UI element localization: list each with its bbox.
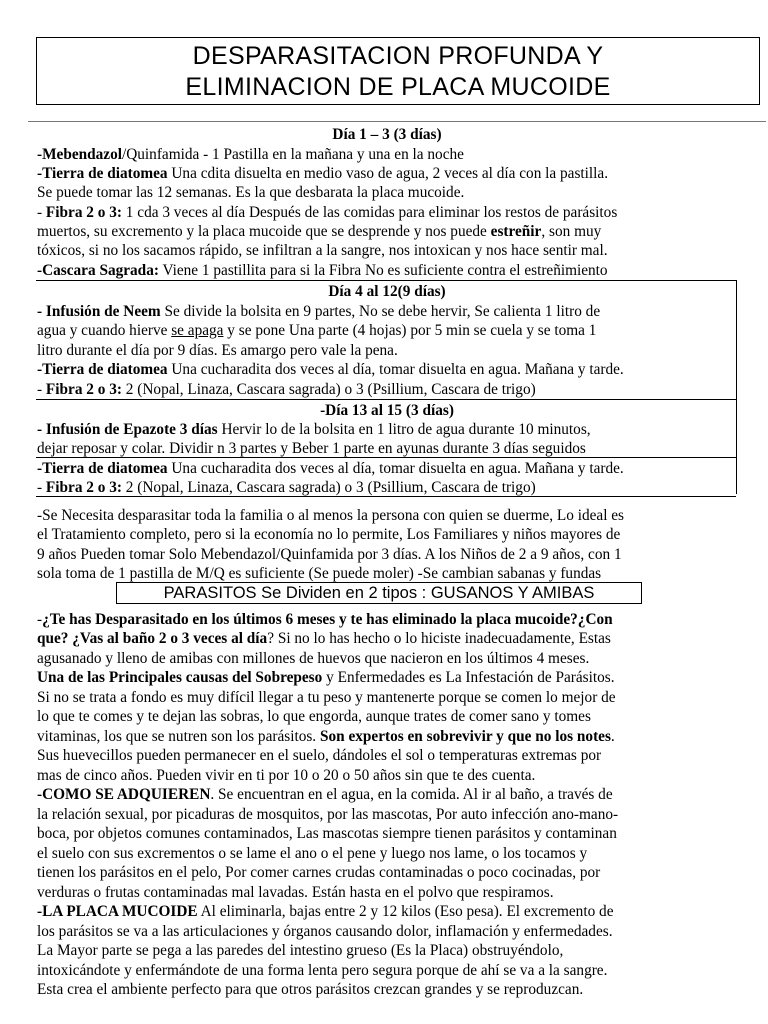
text: Sus huevecillos pueden permanecer en el suelo, dándoles el sol o temperaturas extremas por [37, 747, 602, 764]
section1-heading-text: Día 1 – 3 (3 días) [332, 126, 442, 143]
body-line [37, 902, 614, 921]
text: litro durante el día por 9 días. Es amargo pero vale la pena. [37, 342, 398, 359]
body-line [37, 863, 600, 882]
text: Viene 1 pastillita para si la Fibra No es suficiente contra el estreñimiento [158, 262, 608, 279]
text: tóxicos, si no los sacamos rápido, se infiltran a la sangre, nos intoxican y nos hace sentir mal. [37, 242, 608, 259]
body-line [37, 707, 591, 726]
text: Esta crea el ambiente perfecto para que otros parásitos crezcan grandes y se reproduzcan. [37, 981, 584, 998]
body-line [37, 610, 613, 629]
section2-line [37, 341, 398, 360]
body-line [37, 629, 611, 648]
text: mas de cinco años. Pueden vivir en ti por 10 o 20 o 50 años sin que te des cuenta. [37, 767, 536, 784]
text: - [37, 204, 46, 221]
section2-heading [37, 282, 737, 301]
text: 2 (Nopal, Linaza, Cascara sagrada) o 3 (Psillium, Cascara de trigo) [121, 479, 536, 496]
section-border [36, 280, 736, 281]
section2-line [37, 321, 596, 340]
text: sola toma de 1 pastilla de M/Q es suficiente (Se puede moler) -Se cambian sabanas y fundas [37, 565, 602, 582]
text: Una cucharadita dos veces al día, tomar disuelta en agua. Mañana y tarde. [167, 460, 624, 477]
body-line [37, 688, 616, 707]
text: tienen los parásitos en el pelo, Por comer carnes crudas contaminadas o poco cocinadas, por [37, 864, 601, 881]
text: vitaminas, los que se nutren son los parásitos. [37, 728, 320, 745]
section2-line [37, 360, 624, 379]
text: 9 años Pueden tomar Solo Mebendazol/Quinfamida por 3 días. A los Niños de 2 a 9 años, con 1 [37, 546, 622, 563]
text-bold: - Infusión de Epazote 3 días [37, 421, 218, 438]
text: boca, por objetos comunes contaminados, Las mascotas siempre tienen parásitos y contaminan [37, 825, 617, 842]
body-line [37, 980, 583, 999]
text: Si no se trata a fondo es muy difícil llegar a tu peso y mantenerte porque se comen lo mejor de [37, 689, 616, 706]
text: , son muy [541, 223, 602, 240]
text-bold: - Infusión de Neem [37, 303, 161, 320]
text-bold: Fibra 2 o 3: [45, 381, 122, 398]
text: Se puede tomar las 12 semanas. Es la que desbarata la placa mucoide. [37, 184, 465, 201]
text-bold: Fibra 2 o 3: [45, 204, 122, 221]
family-line [37, 525, 620, 544]
body-line [37, 766, 535, 785]
section2-line [37, 302, 600, 321]
text: agua y cuando hierve [37, 322, 172, 339]
text: Hervir lo de la bolsita en 1 litro de agua durante 10 minutos, [217, 421, 591, 438]
text-bold: -Tierra de diatomea [37, 460, 168, 477]
text: la relación sexual, por picaduras de mosquitos, por las mascotas, Por auto infección ano-mano- [37, 806, 619, 823]
body-line [37, 883, 554, 902]
text-bold: -Mebendazol [37, 146, 122, 163]
text-bold: estreñir [490, 223, 542, 240]
body-line [37, 941, 563, 960]
text-bold: Son expertos en sobrevivir y que no los notes [319, 728, 611, 745]
section2-heading-text: Día 4 al 12(9 días) [328, 283, 446, 300]
text: el suelo con sus excrementos o se lame el ano o el pene y luego nos lame, o los tocamos y [37, 845, 588, 862]
parasitos-heading-box [116, 582, 642, 604]
text: Una cucharadita dos veces al día, tomar disuelta en agua. Mañana y tarde. [167, 361, 624, 378]
section3-line [37, 459, 624, 478]
family-line [37, 564, 601, 583]
section3-line [37, 478, 536, 497]
section3-line [37, 439, 586, 458]
section-border [36, 457, 736, 458]
body-line [37, 746, 601, 765]
text: Se divide la bolsita en 9 partes, No se debe hervir, Se calienta 1 litro de [160, 303, 601, 320]
text: dejar reposar y colar. Dividir n 3 partes y Beber 1 parte en ayunas durante 3 días seguidos [37, 440, 586, 457]
text: verduras o frutas contaminadas mal lavadas. Están hasta en el polvo que respiramos. [37, 884, 554, 901]
text: lo que te comes y te dejan las sobras, lo que engorda, aunque trates de comer sano y tomes [37, 708, 591, 725]
text-bold: -Tierra de diatomea [37, 361, 168, 378]
document-title [36, 37, 760, 105]
section1-line [37, 203, 617, 222]
body-line [37, 805, 618, 824]
section1-line [37, 145, 464, 164]
body-line [37, 824, 617, 843]
text: ? Si no lo has hecho o lo hiciste inadecuadamente, Estas [267, 630, 611, 647]
section2-line [37, 380, 536, 399]
text-bold: que? [37, 630, 69, 647]
section-border [36, 399, 736, 400]
text-bold: -Tierra de diatomea [37, 165, 168, 182]
family-line [37, 506, 624, 525]
section1-heading [37, 125, 737, 144]
title-line-2: ELIMINACION DE PLACA MUCOIDE [185, 73, 611, 101]
text: /Quinfamida - 1 Pastilla en la mañana y una en la noche [121, 146, 464, 163]
text: y se pone Una parte (4 hojas) por 5 min se cuela y se toma 1 [223, 322, 597, 339]
body-line [37, 961, 607, 980]
text-bold: ¿Vas al baño 2 o 3 veces al día [72, 630, 268, 647]
section1-line [37, 261, 608, 280]
text: La Mayor parte se pega a las paredes del intestino grueso (Es la Placa) obstruyéndolo, [37, 942, 564, 959]
text: 2 (Nopal, Linaza, Cascara sagrada) o 3 (Psillium, Cascara de trigo) [121, 381, 536, 398]
body-line [37, 922, 613, 941]
text: los parásitos se va a las articulaciones y órganos causando dolor, inflamación y enfermedades. [37, 923, 613, 940]
text-bold: -COMO SE ADQUIEREN [37, 786, 211, 803]
text-underlined: se apaga [171, 322, 224, 339]
body-line [37, 844, 587, 863]
section3-line [37, 420, 591, 439]
text-bold: -LA PLACA MUCOIDE [37, 903, 198, 920]
section1-line [37, 241, 608, 260]
text: el Tratamiento completo, pero si la economía no lo permite, Los Familiares y niños mayores de [37, 526, 621, 543]
text: y Enfermedades es La Infestación de Parásitos. [322, 669, 615, 686]
body-line [37, 649, 589, 668]
text: . [610, 728, 615, 745]
section3-heading-text: -Día 13 al 15 (3 días) [320, 402, 454, 419]
title-line-1: DESPARASITACION PROFUNDA Y [192, 42, 604, 70]
body-line [37, 727, 615, 746]
text: Al eliminarla, bajas entre 2 y 12 kilos (Eso pesa). El excremento de [197, 903, 614, 920]
text: - [37, 479, 46, 496]
body-line [37, 785, 613, 804]
parasitos-heading: PARASITOS Se Dividen en 2 tipos : GUSANOS Y AMIBAS [163, 584, 595, 602]
section1-line [37, 222, 601, 241]
text-bold: Una de las Principales causas del Sobrepeso [37, 669, 323, 686]
text: muertos, su excremento y la placa mucoide que se desprende y nos puede [37, 223, 491, 240]
text: - [37, 611, 43, 628]
text: agusanado y lleno de amibas con millones de huevos que nacieron en los últimos 4 meses. [37, 650, 590, 667]
text: 1 cda 3 veces al día Después de las comidas para eliminar los restos de parásitos [121, 204, 618, 221]
text: Una cdita disuelta en medio vaso de agua, 2 veces al día con la pastilla. [167, 165, 609, 182]
body-line [37, 668, 615, 687]
section3-heading [37, 401, 737, 420]
section-border [36, 496, 736, 497]
text-bold: -Cascara Sagrada: [37, 262, 159, 279]
text: intoxicándote y enfermándote de una forma lenta pero segura porque de ahí se va a la sangre. [37, 962, 608, 979]
family-line [37, 545, 622, 564]
text: . Se encuentran en el agua, en la comida. Al ir al baño, a través de [210, 786, 613, 803]
section1-line [37, 183, 464, 202]
text-bold: Fibra 2 o 3: [45, 479, 122, 496]
section1-line [37, 164, 608, 183]
text: -Se Necesita desparasitar toda la familia o al menos la persona con quien se duerme, Lo ideal es [37, 507, 625, 524]
divider [28, 121, 766, 122]
text-bold: ¿Te has Desparasitado en los últimos 6 meses y te has eliminado la placa mucoide?¿Con [42, 611, 613, 628]
text: - [37, 381, 46, 398]
